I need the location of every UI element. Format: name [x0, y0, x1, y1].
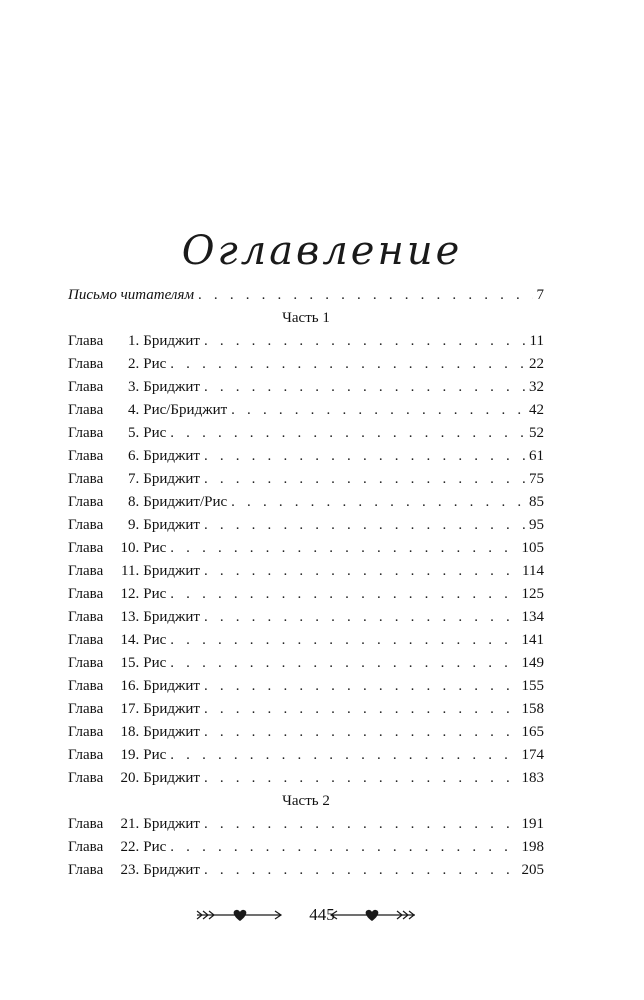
chapter-page: 85: [529, 494, 544, 510]
toc-chapter-entry[interactable]: [68, 583, 544, 606]
dot-leader: [204, 767, 518, 790]
toc-chapter-entry[interactable]: [68, 399, 544, 422]
chapter-title: Бриджит: [143, 816, 200, 832]
dot-leader: [170, 629, 517, 652]
toc-chapter-entry[interactable]: [68, 721, 544, 744]
chapter-page: 134: [521, 609, 544, 625]
chapter-number: 13.: [120, 609, 140, 625]
chapter-title: Бриджит: [143, 448, 200, 464]
toc-chapter-entry[interactable]: [68, 675, 544, 698]
chapter-prefix: Глава: [68, 724, 104, 740]
chapter-number: 12.: [120, 586, 140, 602]
chapter-title: Рис: [143, 655, 167, 671]
chapter-title: Бриджит: [143, 471, 200, 487]
chapter-number: 16.: [120, 678, 140, 694]
dot-leader: [231, 399, 525, 422]
dot-leader: [198, 284, 532, 307]
letter-label: Письмо читателям: [68, 287, 195, 303]
toc-chapter-entry[interactable]: [68, 422, 544, 445]
dot-leader: [204, 859, 518, 882]
toc-chapter-entry[interactable]: [68, 813, 544, 836]
page-title: Оглавление: [181, 228, 463, 274]
chapter-number: 20.: [120, 770, 140, 786]
chapter-prefix: Глава: [68, 678, 104, 694]
chapter-prefix: Глава: [68, 586, 104, 602]
chapter-page: 155: [521, 678, 544, 694]
chapter-prefix: Глава: [68, 517, 104, 533]
chapter-title: Бриджит: [143, 563, 200, 579]
chapter-page: 105: [521, 540, 544, 556]
toc-chapter-entry[interactable]: [68, 836, 544, 859]
chapter-prefix: Глава: [68, 356, 104, 372]
chapter-page: 165: [521, 724, 544, 740]
chapter-title: Бриджит: [143, 609, 200, 625]
dot-leader: [204, 445, 525, 468]
chapter-title: Рис: [143, 839, 167, 855]
dot-leader: [204, 376, 525, 399]
chapter-prefix: Глава: [68, 609, 104, 625]
chapter-number: 18.: [120, 724, 140, 740]
chapter-title: Бриджит: [143, 862, 200, 878]
toc-chapter-entry[interactable]: [68, 560, 544, 583]
toc-chapter-entry[interactable]: [68, 514, 544, 537]
chapter-title: Бриджит: [143, 517, 200, 533]
dot-leader: [204, 675, 518, 698]
chapter-number: 7.: [127, 471, 140, 487]
chapter-title: Рис: [143, 747, 167, 763]
chapter-number: 11.: [121, 563, 140, 579]
chapter-number: 1.: [127, 333, 140, 349]
chapter-number: 9.: [127, 517, 140, 533]
chapter-title: Бриджит: [143, 724, 200, 740]
chapter-prefix: Глава: [68, 425, 104, 441]
table-of-contents: [68, 284, 544, 882]
chapter-page: 141: [521, 632, 544, 648]
chapter-title: Рис/Бриджит: [143, 402, 228, 418]
toc-chapter-entry[interactable]: [68, 537, 544, 560]
chapter-title: Бриджит: [143, 333, 200, 349]
toc-chapter-entry[interactable]: [68, 698, 544, 721]
dot-leader: [204, 698, 518, 721]
chapter-number: 3.: [127, 379, 140, 395]
chapter-page: 158: [521, 701, 544, 717]
chapter-prefix: Глава: [68, 471, 104, 487]
chapter-prefix: Глава: [68, 402, 104, 418]
chapter-title: Рис: [143, 632, 167, 648]
chapter-number: 14.: [120, 632, 140, 648]
chapter-number: 15.: [120, 655, 140, 671]
chapter-prefix: Глава: [68, 494, 104, 510]
chapter-page: 61: [529, 448, 544, 464]
chapter-page: 125: [521, 586, 544, 602]
chapter-page: 11: [529, 333, 544, 349]
part-heading: Часть 1: [282, 310, 330, 326]
chapter-number: 23.: [120, 862, 140, 878]
dot-leader: [204, 721, 518, 744]
toc-parts: [68, 307, 544, 882]
chapter-title: Бриджит: [143, 678, 200, 694]
dot-leader: [170, 583, 517, 606]
toc-letter-entry[interactable]: [68, 284, 544, 307]
toc-chapter-entry[interactable]: [68, 606, 544, 629]
dot-leader: [170, 836, 517, 859]
chapter-title: Рис: [143, 356, 167, 372]
chapter-title: Рис: [143, 586, 167, 602]
chapter-prefix: Глава: [68, 540, 104, 556]
toc-chapter-entry[interactable]: [68, 491, 544, 514]
chapter-prefix: Глава: [68, 448, 104, 464]
toc-chapter-entry[interactable]: [68, 629, 544, 652]
dot-leader: [204, 560, 518, 583]
chapter-page: 174: [521, 747, 544, 763]
toc-chapter-entry[interactable]: [68, 353, 544, 376]
chapter-page: 42: [529, 402, 544, 418]
chapter-prefix: Глава: [68, 816, 104, 832]
chapter-page: 75: [529, 471, 544, 487]
chapter-prefix: Глава: [68, 379, 104, 395]
dot-leader: [170, 744, 517, 767]
chapter-title: Бриджит: [143, 701, 200, 717]
toc-chapter-entry[interactable]: [68, 376, 544, 399]
chapter-prefix: Глава: [68, 632, 104, 648]
toc-chapter-entry[interactable]: [68, 859, 544, 882]
dot-leader: [204, 606, 518, 629]
chapter-page: 205: [521, 862, 544, 878]
part-heading: Часть 2: [282, 793, 330, 809]
chapter-prefix: Глава: [68, 770, 104, 786]
chapter-page: 191: [521, 816, 544, 832]
chapter-number: 8.: [127, 494, 140, 510]
chapter-number: 22.: [120, 839, 140, 855]
chapter-prefix: Глава: [68, 747, 104, 763]
letter-page: 7: [536, 287, 544, 303]
dot-leader: [204, 813, 518, 836]
chapter-number: 2.: [127, 356, 140, 372]
dot-leader: [170, 422, 525, 445]
chapter-prefix: Глава: [68, 862, 104, 878]
toc-chapter-entry[interactable]: [68, 767, 544, 790]
chapter-page: 149: [521, 655, 544, 671]
chapter-number: 17.: [120, 701, 140, 717]
dot-leader: [231, 491, 525, 514]
chapter-title: Рис: [143, 540, 167, 556]
chapter-page: 22: [529, 356, 544, 372]
toc-chapter-entry[interactable]: [68, 330, 544, 353]
dot-leader: [204, 514, 525, 537]
dot-leader: [204, 468, 525, 491]
chapter-title: Бриджит: [143, 379, 200, 395]
toc-chapter-entry[interactable]: [68, 652, 544, 675]
chapter-number: 21.: [120, 816, 140, 832]
page-number: 445: [309, 905, 335, 924]
chapter-page: 198: [521, 839, 544, 855]
chapter-page: 95: [529, 517, 544, 533]
chapter-title: Бриджит: [143, 770, 200, 786]
chapter-number: 10.: [120, 540, 140, 556]
chapter-number: 6.: [127, 448, 140, 464]
chapter-title: Бриджит/Рис: [143, 494, 228, 510]
toc-chapter-entry[interactable]: [68, 744, 544, 767]
chapter-prefix: Глава: [68, 839, 104, 855]
chapter-page: 32: [529, 379, 544, 395]
dot-leader: [170, 537, 517, 560]
chapter-prefix: Глава: [68, 655, 104, 671]
chapter-prefix: Глава: [68, 563, 104, 579]
chapter-prefix: Глава: [68, 701, 104, 717]
dot-leader: [170, 652, 517, 675]
chapter-page: 183: [521, 770, 544, 786]
chapter-page: 52: [529, 425, 544, 441]
chapter-number: 4.: [127, 402, 140, 418]
chapter-page: 114: [522, 563, 544, 579]
chapter-number: 19.: [120, 747, 140, 763]
dot-leader: [170, 353, 525, 376]
toc-chapter-entry[interactable]: [68, 445, 544, 468]
toc-chapter-entry[interactable]: [68, 468, 544, 491]
chapter-number: 5.: [127, 425, 140, 441]
chapter-prefix: Глава: [68, 333, 104, 349]
chapter-title: Рис: [143, 425, 167, 441]
dot-leader: [204, 330, 526, 353]
